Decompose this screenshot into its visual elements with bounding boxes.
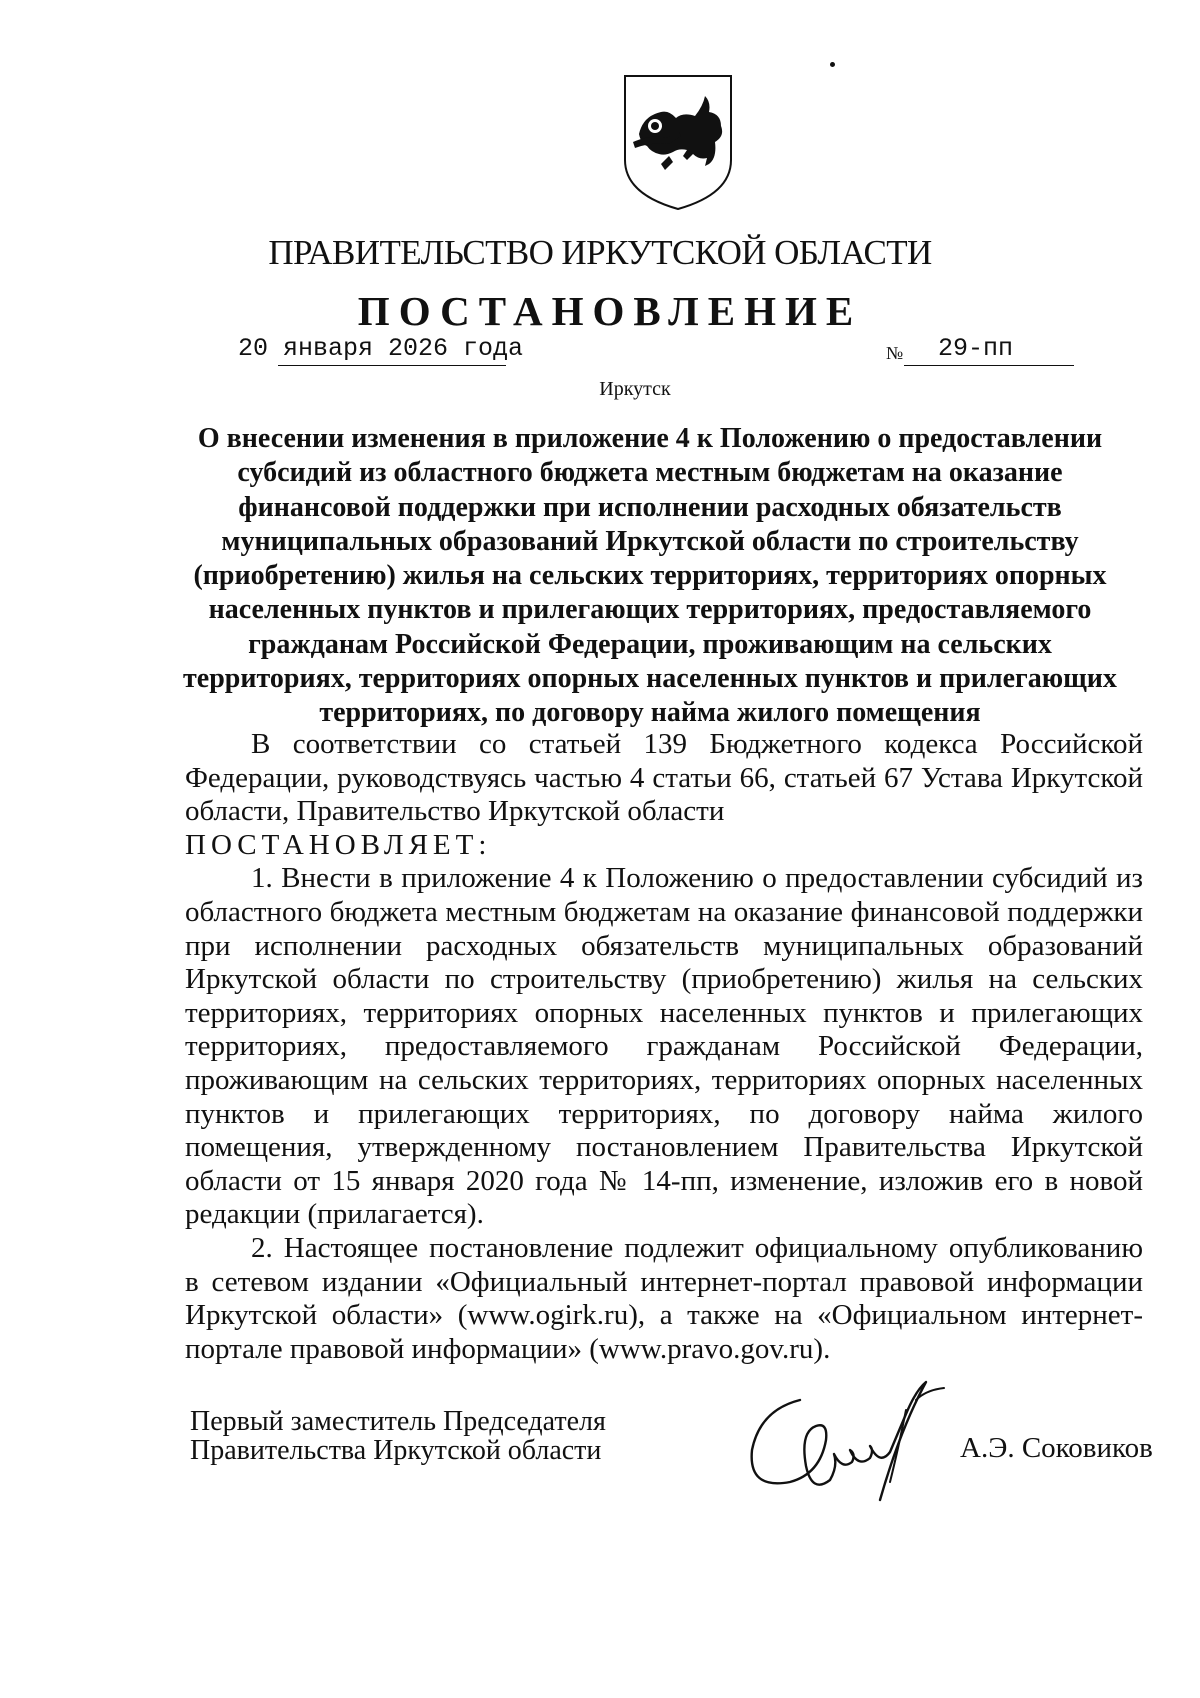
scan-dot xyxy=(830,62,835,67)
preamble-paragraph: В соответствии со статьей 139 Бюджетного кодекса Российской Федерации, руководствуясь частью 4 статьи 66, статьей 67 Устава Иркутской области, Правительство Иркутской области xyxy=(185,728,1143,828)
number-underline xyxy=(904,365,1074,366)
item-2-paragraph: 2. Настоящее постановление подлежит официальному опубликованию в сетевом издании «Официальный интернет-портал правовой информации Иркутской области» (www.ogirk.ru), а также на «Официальном интернет-портале правовой информации» (www.pravo.gov.ru). xyxy=(185,1231,1143,1365)
date-underline xyxy=(278,365,506,366)
item-1-paragraph: 1. Внести в приложение 4 к Положению о предоставлении субсидий из областного бюджета местным бюджетам на оказание финансовой поддержки при исполнении расходных обязательств муниципальных образований Иркутской области по строительству (приобретению) жилья на сельских территориях, территориях опорных населенных пунктов и прилегающих территориях, предоставляемого гражданам Российской Федерации, проживающим на сельских территориях, территориях опорных населенных пунктов и прилегающих территориях, по договору найма жилого помещения, утвержденному постановлением Правительства Иркутской области от 15 января 2020 года № 14-пп, изменение, изложив его в новой редакции (прилагается). xyxy=(185,862,1143,1231)
document-type: ПОСТАНОВЛЕНИЕ xyxy=(357,288,863,334)
irkutsk-coat-of-arms-icon xyxy=(621,72,735,212)
resolves-heading: ПОСТАНОВЛЯЕТ: xyxy=(185,828,492,861)
handwritten-signature xyxy=(730,1370,990,1520)
signer-position-line-2: Правительства Иркутской области xyxy=(190,1435,602,1466)
document-number: 29-пп xyxy=(938,334,1014,363)
document-body xyxy=(185,728,1143,1366)
document-date: 20 января 2026 года xyxy=(238,334,524,363)
signer-position xyxy=(190,1407,606,1465)
document-title: О внесении изменения в приложение 4 к Положению о предоставлении субсидий из областного бюджета местным бюджетам на оказание финансовой поддержки при исполнении расходных обязательств муниципальных образований Иркутской области по строительству (приобретению) жилья на сельских территориях, территориях опорных населенных пунктов и прилегающих территориях, предоставляемого гражданам Российской Федерации, проживающим на сельских территориях, территориях опорных населенных пунктов и прилегающих территориях, по договору найма жилого помещения xyxy=(183,423,1117,729)
government-name: ПРАВИТЕЛЬСТВО ИРКУТСКОЙ ОБЛАСТИ xyxy=(268,233,932,272)
city: Иркутск xyxy=(599,378,671,400)
signer-position-line-1: Первый заместитель Председателя xyxy=(190,1406,606,1437)
signer-name: А.Э. Соковиков xyxy=(960,1432,1153,1464)
number-sign: № xyxy=(886,343,904,363)
